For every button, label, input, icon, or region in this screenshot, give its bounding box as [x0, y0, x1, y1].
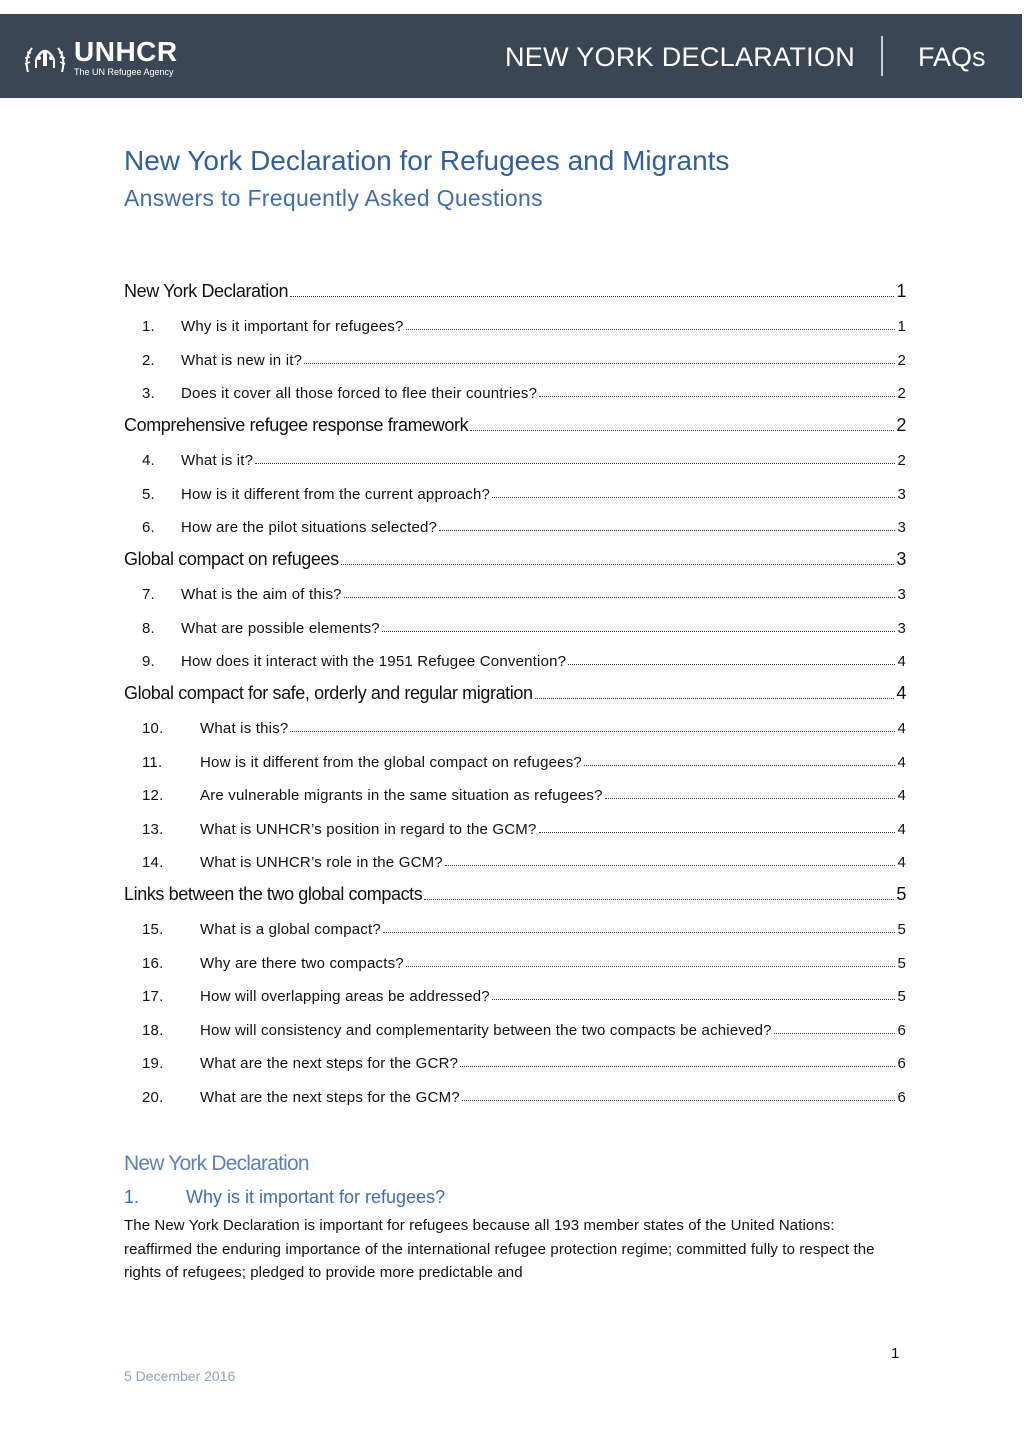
toc-entry-title: Global compact on refugees: [124, 548, 339, 569]
header-title: NEW YORK DECLARATION: [505, 42, 856, 72]
toc-page-number: 6: [897, 1021, 906, 1039]
toc-entry-title: What is UNHCR’s role in the GCM?: [200, 854, 443, 871]
toc-item-number: 10.: [142, 720, 164, 737]
toc-page-number: 2: [897, 385, 906, 402]
toc-page-number: 1: [896, 280, 906, 301]
toc-item-number: 16.: [142, 954, 164, 972]
toc-dot-leader: [774, 1032, 896, 1034]
toc-page-number: 4: [897, 653, 906, 670]
toc-item-number: 5.: [142, 485, 155, 503]
toc-item-entry[interactable]: [124, 369, 906, 403]
toc-dot-leader: [539, 831, 896, 833]
toc-item-number: 13.: [142, 820, 164, 838]
toc-page-number: 4: [897, 854, 906, 871]
unhcr-logo: [22, 36, 192, 80]
body-paragraph: The New York Declaration is important for refugees because all 193 member states of the United Nations: reaffirmed the enduring importance of the international refugee protection regime; committed fully to respect the rights of refugees; pledged to provide more predictable and: [124, 1217, 875, 1281]
toc-dot-leader: [605, 797, 896, 799]
toc-item-number: 3.: [142, 385, 155, 402]
toc-item-entry[interactable]: [124, 570, 906, 604]
toc-section-entry[interactable]: [124, 268, 906, 302]
toc-entry-title: Links between the two global compacts: [124, 883, 423, 904]
toc-page-number: 2: [896, 414, 906, 435]
toc-item-entry[interactable]: [124, 302, 906, 336]
toc-dot-leader: [406, 328, 896, 330]
header-divider: [881, 36, 883, 76]
toc-entry-title: Are vulnerable migrants in the same situation as refugees?: [200, 787, 603, 804]
toc-entry-title: Does it cover all those forced to flee their countries?: [181, 385, 538, 402]
toc-entry-title: What is new in it?: [181, 351, 303, 369]
toc-dot-leader: [439, 529, 895, 531]
toc-entry-title: What is this?: [200, 720, 289, 737]
question-number: 1.: [124, 1187, 140, 1207]
toc-item-number: 6.: [142, 519, 155, 536]
toc-dot-leader: [255, 462, 895, 464]
toc-item-entry[interactable]: [124, 771, 906, 805]
toc-item-number: 15.: [142, 921, 164, 938]
toc-item-entry[interactable]: [124, 737, 906, 771]
toc-dot-leader: [539, 395, 895, 397]
toc-item-entry[interactable]: [124, 1005, 906, 1039]
toc-page-number: 4: [896, 682, 906, 703]
toc-dot-leader: [341, 563, 895, 565]
header-faqs-label: FAQs: [918, 42, 986, 72]
page-number: 1: [891, 1345, 900, 1362]
toc-page-number: 3: [897, 519, 906, 536]
toc-page-number: 6: [897, 1088, 906, 1106]
toc-page-number: 1: [897, 318, 906, 335]
document-title: New York Declaration for Refugees and Migrants: [124, 145, 730, 176]
toc-entry-title: How are the pilot situations selected?: [181, 519, 438, 536]
toc-item-number: 9.: [142, 653, 155, 670]
toc-item-entry[interactable]: [124, 637, 906, 671]
toc-page-number: 3: [897, 619, 906, 637]
toc-dot-leader: [492, 998, 896, 1000]
toc-dot-leader: [424, 898, 894, 900]
toc-dot-leader: [470, 429, 894, 431]
toc-entry-title: What is it?: [181, 452, 254, 469]
toc-page-number: 4: [897, 720, 906, 737]
toc-item-number: 17.: [142, 988, 164, 1005]
toc-item-number: 8.: [142, 619, 155, 637]
toc-entry-title: How is it different from the current approach?: [181, 485, 491, 503]
toc-page-number: 3: [896, 548, 906, 569]
toc-dot-leader: [568, 663, 895, 665]
toc-item-number: 1.: [142, 318, 155, 335]
toc-item-number: 14.: [142, 854, 164, 871]
toc-entry-title: What are possible elements?: [181, 619, 380, 637]
toc-item-number: 12.: [142, 787, 164, 804]
logo-tagline: The UN Refugee Agency: [74, 67, 174, 77]
toc-dot-leader: [406, 965, 896, 967]
toc-page-number: 5: [897, 954, 906, 972]
toc-item-entry[interactable]: [124, 436, 906, 470]
toc-item-entry[interactable]: [124, 804, 906, 838]
toc-section-entry[interactable]: [124, 871, 906, 905]
footer-date: 5 December 2016: [124, 1368, 236, 1384]
toc-page-number: 4: [897, 753, 906, 771]
toc-dot-leader: [445, 864, 896, 866]
toc-entry-title: Global compact for safe, orderly and regular migration: [124, 682, 533, 703]
toc-item-entry[interactable]: [124, 503, 906, 537]
toc-entry-title: Why is it important for refugees?: [181, 318, 404, 335]
toc-entry-title: Why are there two compacts?: [200, 954, 404, 972]
toc-dot-leader: [460, 1065, 895, 1067]
toc-item-entry[interactable]: [124, 335, 906, 369]
toc-item-entry[interactable]: [124, 838, 906, 872]
table-of-contents: [124, 268, 906, 1106]
logo-wordmark: UNHCR: [74, 36, 178, 67]
toc-entry-title: What is UNHCR’s position in regard to the GCM?: [200, 820, 537, 838]
toc-item-entry[interactable]: [124, 1039, 906, 1073]
toc-dot-leader: [383, 931, 896, 933]
toc-page-number: 5: [897, 988, 906, 1005]
toc-item-entry[interactable]: [124, 1072, 906, 1106]
toc-entry-title: What is a global compact?: [200, 921, 381, 938]
toc-page-number: 4: [897, 787, 906, 804]
toc-item-entry[interactable]: [124, 469, 906, 503]
toc-dot-leader: [462, 1099, 896, 1101]
toc-item-number: 11.: [142, 753, 163, 771]
toc-dot-leader: [344, 596, 896, 598]
toc-page-number: 5: [897, 921, 906, 938]
page-header: [0, 14, 1022, 98]
toc-entry-title: How is it different from the global compact on refugees?: [200, 753, 582, 771]
question-title: Why is it important for refugees?: [186, 1187, 446, 1207]
toc-item-entry[interactable]: [124, 905, 906, 939]
toc-dot-leader: [290, 295, 894, 297]
document-subtitle: Answers to Frequently Asked Questions: [124, 185, 543, 211]
toc-dot-leader: [382, 630, 896, 632]
toc-entry-title: Comprehensive refugee response framework: [124, 414, 469, 435]
toc-page-number: 6: [897, 1055, 906, 1072]
toc-page-number: 4: [897, 820, 906, 838]
toc-entry-title: What are the next steps for the GCM?: [200, 1088, 460, 1106]
toc-dot-leader: [535, 697, 895, 699]
toc-page-number: 5: [896, 883, 906, 904]
toc-dot-leader: [584, 764, 896, 766]
toc-section-entry[interactable]: [124, 670, 906, 704]
toc-page-number: 2: [897, 351, 906, 369]
toc-item-entry[interactable]: [124, 938, 906, 972]
unhcr-emblem-icon: [22, 38, 68, 78]
toc-item-entry[interactable]: [124, 603, 906, 637]
toc-item-number: 2.: [142, 351, 155, 369]
toc-dot-leader: [290, 730, 895, 732]
toc-entry-title: How will overlapping areas be addressed?: [200, 988, 490, 1005]
toc-page-number: 3: [897, 485, 906, 503]
section-heading: New York Declaration: [124, 1152, 309, 1175]
toc-item-number: 20.: [142, 1088, 164, 1106]
toc-section-entry[interactable]: [124, 402, 906, 436]
toc-item-number: 7.: [142, 586, 155, 603]
toc-item-number: 19.: [142, 1055, 164, 1072]
toc-section-entry[interactable]: [124, 536, 906, 570]
toc-page-number: 3: [897, 586, 906, 603]
toc-page-number: 2: [897, 452, 906, 469]
toc-dot-leader: [304, 362, 895, 364]
toc-entry-title: What are the next steps for the GCR?: [200, 1055, 459, 1072]
toc-entry-title: How will consistency and complementarity between the two compacts be achieved?: [200, 1021, 772, 1039]
toc-dot-leader: [492, 496, 895, 498]
toc-entry-title: New York Declaration: [124, 280, 289, 301]
toc-entry-title: How does it interact with the 1951 Refugee Convention?: [181, 653, 567, 670]
toc-item-entry[interactable]: [124, 704, 906, 738]
toc-item-number: 18.: [142, 1021, 164, 1039]
toc-item-entry[interactable]: [124, 972, 906, 1006]
question-heading: [124, 1187, 445, 1208]
toc-entry-title: What is the aim of this?: [181, 586, 342, 603]
toc-item-number: 4.: [142, 452, 155, 469]
